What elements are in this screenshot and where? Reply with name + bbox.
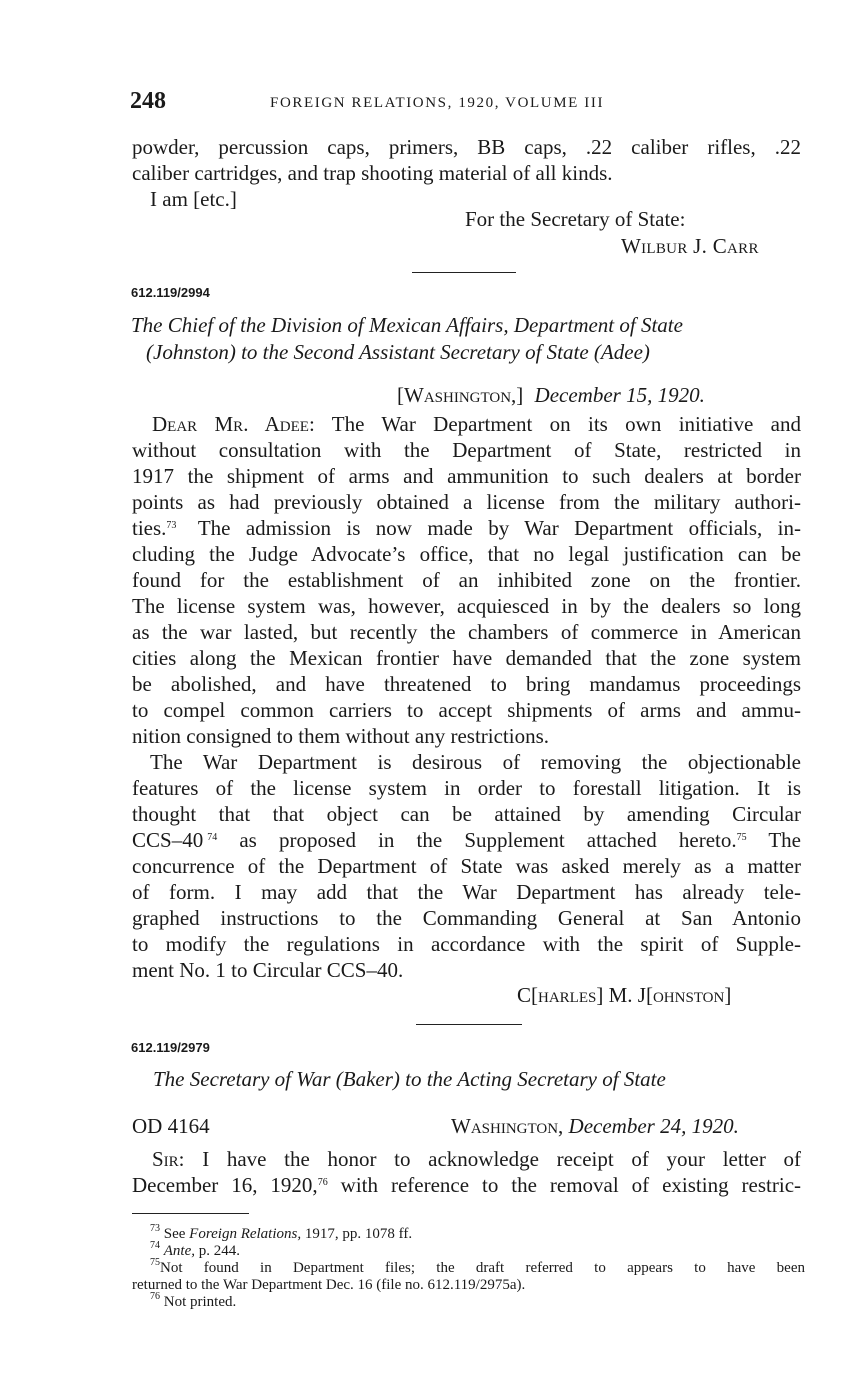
body-text: ties. [132,516,167,540]
body-text: CCS–40 [132,828,204,852]
footnote-text: returned to the War Department Dec. 16 (file no. 612.119/2975a). [132,1277,526,1293]
body-line: without consultation with the Department of State, restricted in [132,438,801,462]
document-heading-line2: (Johnston) to the Second Assistant Secretary of State (Adee) [146,340,650,364]
body-text: The [768,828,802,852]
footnote-text: Not printed. [163,1294,237,1310]
divider-rule [416,1024,522,1025]
file-number: 612.119/2994 [131,285,210,300]
body-text: with reference to the removal of existing restric- [340,1173,802,1197]
signature [517,983,731,1008]
body-line: ment No. 1 to Circular CCS–40. [132,958,404,982]
footnote-mark: 74 [150,1240,160,1251]
place: [Washington,] [397,383,524,407]
body-line: of form. I may add that the War Department has already tele- [132,880,801,904]
body-text: as proposed in the Supplement attached hereto. [239,828,737,852]
date: December 24, 1920. [568,1114,739,1138]
running-title: FOREIGN RELATIONS, 1920, VOLUME III [270,95,605,111]
body-line: nition consigned to them without any restrictions. [132,724,550,748]
signature-part: M. J [603,983,646,1007]
date: December 15, 1920. [534,383,705,407]
footnote [132,1278,805,1293]
divider-rule [412,272,516,273]
page-number: 248 [130,88,166,114]
signature-part: C [517,983,532,1007]
footnote [150,1240,823,1259]
footnote-ref: 74 [207,832,218,843]
salutation: Sir: [152,1147,185,1171]
body-line: to modify the regulations in accordance with the spirit of Supple- [132,932,801,956]
signature-part: [harles] [531,983,604,1007]
footnote [150,1223,823,1242]
footnote-rule [132,1213,249,1214]
body-line: caliber cartridges, and trap shooting material of all kinds. [132,161,613,185]
body-line: found for the establishment of an inhibited zone on the frontier. [132,568,801,592]
footnote-mark: 76 [150,1291,160,1302]
signature-intro: For the Secretary of State: [465,207,686,231]
footnote-ref: 75 [736,832,747,843]
salutation: Dear Mr. Adee: [152,412,315,436]
footnote [150,1257,805,1276]
body-line: to compel common carriers to accept shipments of arms and ammu- [132,698,801,722]
body-text: The War Department on its own initiative and [331,412,802,436]
body-line: concurrence of the Department of State was asked merely as a matter [132,854,801,878]
dateline [451,1114,739,1139]
body-line: 1917 the shipment of arms and ammunition to such dealers at border [132,464,801,488]
body-line [132,1172,801,1198]
body-line [132,411,801,437]
body-line [132,515,801,541]
footnote-ref: 76 [317,1177,328,1188]
file-number: 612.119/2979 [131,1040,210,1055]
body-line: cluding the Judge Advocate’s office, that no legal justification can be [132,542,801,566]
signature: Wilbur J. Carr [621,234,759,258]
document-heading: The Secretary of War (Baker) to the Acting Secretary of State [153,1067,666,1091]
footnote [150,1291,823,1310]
footnote-text: Foreign Relations, [189,1226,302,1242]
body-line: features of the license system in order to forestall litigation. It is [132,776,801,800]
signature-part: [ohnston] [645,983,732,1007]
dateline [397,383,705,408]
footnote-mark: 75 [150,1257,160,1268]
footnote-text: Not found in Department files; the draft referred to appears to have been [160,1260,805,1276]
body-text: I have the honor to acknowledge receipt of your letter of [202,1147,801,1171]
body-text: December 16, 1920, [132,1173,318,1197]
body-line: cities along the Mexican frontier have demanded that the zone system [132,646,801,670]
body-line: The license system was, however, acquiesced in by the dealers so long [132,594,801,618]
body-line: be abolished, and have threatened to bring mandamus proceedings [132,672,801,696]
footnote-text: See [163,1226,186,1242]
body-text: The admission is now made by War Department officials, in- [197,516,801,540]
footnote-mark: 73 [150,1223,160,1234]
body-line: thought that that object can be attained by amending Circular [132,802,801,826]
place: Washington, [451,1114,564,1138]
footnote-text: Ante, [163,1243,195,1259]
body-line: graphed instructions to the Commanding General at San Antonio [132,906,801,930]
body-line: as the war lasted, but recently the chambers of commerce in American [132,620,801,644]
body-line [132,1146,801,1172]
body-line: The War Department is desirous of removing the objectionable [150,750,801,774]
footnote-ref: 73 [166,520,177,531]
document-heading-line1: The Chief of the Division of Mexican Affairs, Department of State [131,313,683,337]
footnote-text: p. 244. [198,1243,240,1259]
reference-number: OD 4164 [132,1114,210,1138]
body-line: points as had previously obtained a license from the military authori- [132,490,801,514]
body-line [132,827,801,853]
closing: I am [etc.] [150,187,237,211]
body-line: powder, percussion caps, primers, BB caps, .22 caliber rifles, .22 [132,135,801,159]
footnote-text: 1917, pp. 1078 ff. [304,1226,413,1242]
